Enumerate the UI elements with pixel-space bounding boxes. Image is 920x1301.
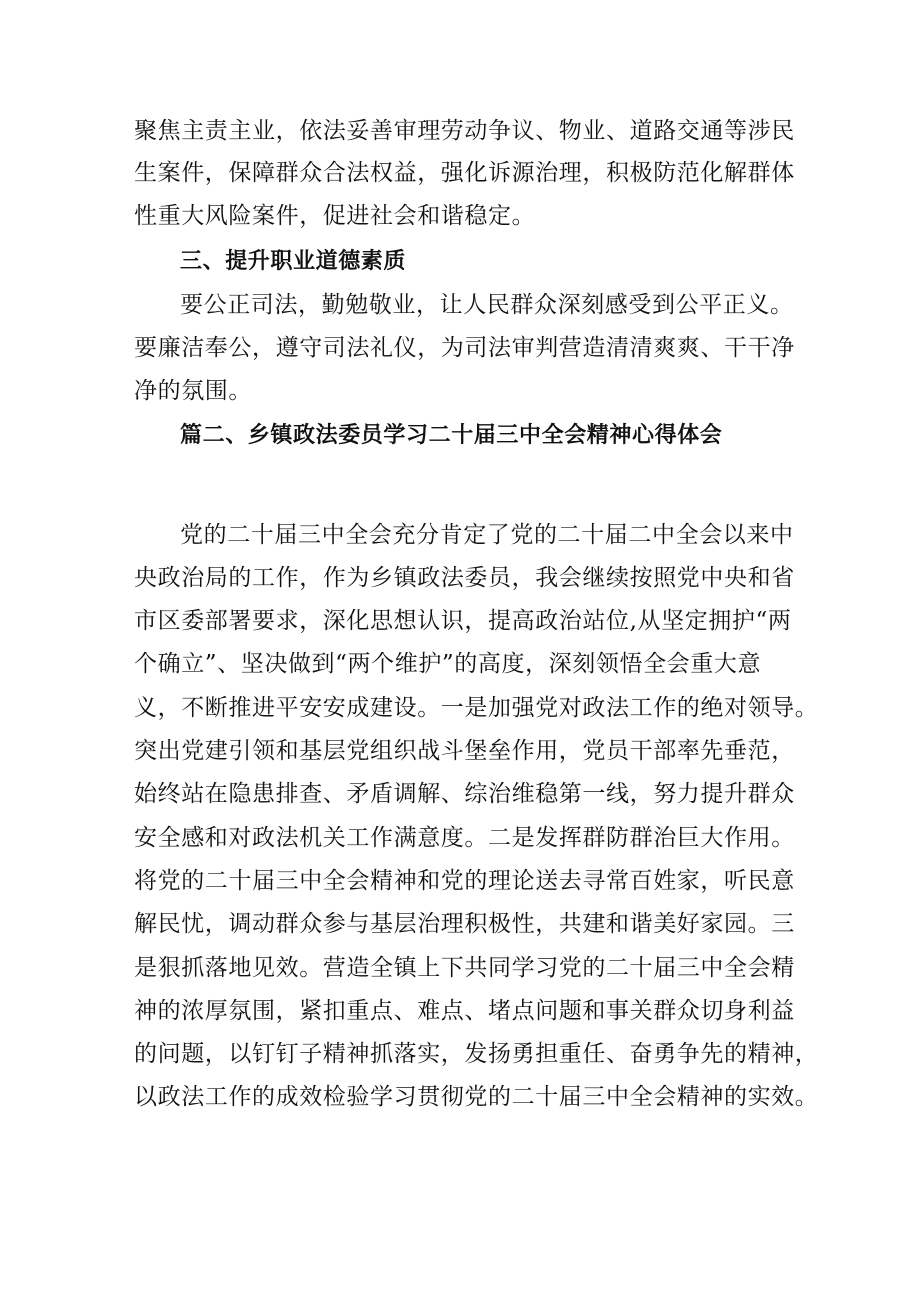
section-heading: 三、提升职业道德素质 — [180, 249, 407, 274]
paragraph-line: 突出党建引领和基层党组织战斗堡垒作用，党员干部率先垂范， — [134, 738, 795, 764]
paragraph-line: 聚焦主责主业，依法妥善审理劳动争议、物业、道路交通等涉民 — [134, 118, 795, 144]
paragraph-line: 义，不断推进平安安成建设。一是加强党对政法工作的绝对领导。 — [134, 695, 819, 721]
paragraph-line: 净的氛围。 — [134, 378, 252, 404]
paragraph-line: 生案件，保障群众合法权益，强化诉源治理，积极防范化解群体 — [134, 160, 795, 186]
paragraph-line: 党的二十届三中全会充分肯定了党的二十届二中全会以来中 — [180, 522, 794, 548]
paragraph-line: 要公正司法，勤勉敬业，让人民群众深刻感受到公平正义。 — [180, 292, 794, 318]
document-title: 篇二、乡镇政法委员学习二十届三中全会精神心得体会 — [180, 423, 723, 448]
paragraph-line: 要廉洁奉公，遵守司法礼仪，为司法审判营造清清爽爽、干干净 — [134, 335, 795, 361]
paragraph-line: 将党的二十届三中全会精神和党的理论送去寻常百姓家，听民意 — [134, 868, 795, 894]
paragraph-line: 解民忧，调动群众参与基层治理积极性，共建和谐美好家园。三 — [134, 911, 795, 937]
paragraph-line: 市区委部署要求，深化思想认识，提高政治站位,从坚定拥护“两 — [134, 608, 792, 634]
paragraph-line: 神的浓厚氛围，紧扣重点、难点、堵点问题和事关群众切身利益 — [134, 998, 795, 1024]
paragraph-line: 始终站在隐患排查、矛盾调解、综治维稳第一线，努力提升群众 — [134, 781, 795, 807]
paragraph-line: 央政治局的工作，作为乡镇政法委员，我会继续按照党中央和省 — [134, 565, 795, 591]
paragraph-line: 以政法工作的成效检验学习贯彻党的二十届三中全会精神的实效。 — [134, 1084, 819, 1110]
paragraph-line: 是狠抓落地见效。营造全镇上下共同学习党的二十届三中全会精 — [134, 955, 795, 981]
paragraph-line: 安全感和对政法机关工作满意度。二是发挥群防群治巨大作用。 — [134, 825, 795, 851]
paragraph-line: 性重大风险案件，促进社会和谐稳定。 — [134, 203, 536, 229]
paragraph-line: 个确立”、坚决做到“两个维护”的高度，深刻领悟全会重大意 — [134, 651, 762, 677]
paragraph-line: 的问题，以钉钉子精神抓落实，发扬勇担重任、奋勇争先的精神， — [134, 1041, 819, 1067]
